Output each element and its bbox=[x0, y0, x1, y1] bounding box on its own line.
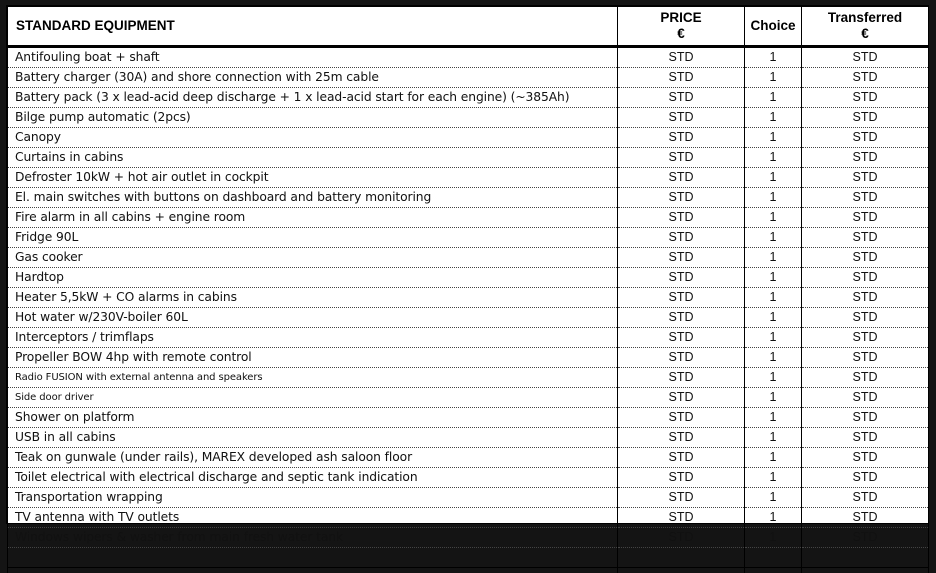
equipment-item: El. main switches with buttons on dashboard and battery monitoring bbox=[8, 188, 618, 208]
choice-cell: 1 bbox=[745, 188, 802, 208]
equipment-item: Canopy bbox=[8, 128, 618, 148]
table-row bbox=[8, 368, 929, 388]
equipment-item: Teak on gunwale (under rails), MAREX developed ash saloon floor bbox=[8, 448, 618, 468]
choice-cell: 1 bbox=[745, 468, 802, 488]
table-row bbox=[8, 47, 929, 68]
transferred-cell: STD bbox=[802, 268, 929, 288]
transferred-cell: STD bbox=[802, 428, 929, 448]
equipment-item: Battery charger (30A) and shore connection with 25m cable bbox=[8, 68, 618, 88]
transferred-cell: STD bbox=[802, 128, 929, 148]
price-cell: STD bbox=[618, 188, 745, 208]
table-row bbox=[8, 508, 929, 528]
transferred-cell: STD bbox=[802, 47, 929, 68]
price-cell: STD bbox=[618, 208, 745, 228]
equipment-item: Defroster 10kW + hot air outlet in cockpit bbox=[8, 168, 618, 188]
table-row bbox=[8, 528, 929, 548]
equipment-item: Gas cooker bbox=[8, 248, 618, 268]
choice-cell: 1 bbox=[745, 228, 802, 248]
table-row bbox=[8, 448, 929, 468]
empty-row bbox=[8, 548, 929, 568]
transferred-cell: STD bbox=[802, 408, 929, 428]
empty-cell bbox=[802, 568, 929, 573]
choice-cell: 1 bbox=[745, 108, 802, 128]
equipment-item: Battery pack (3 x lead-acid deep discharge + 1 x lead-acid start for each engine) (~385Ah) bbox=[8, 88, 618, 108]
price-cell: STD bbox=[618, 428, 745, 448]
price-cell: STD bbox=[618, 388, 745, 408]
table-row bbox=[8, 348, 929, 368]
header-transferred: Transferred € bbox=[802, 7, 929, 47]
choice-cell: 1 bbox=[745, 168, 802, 188]
equipment-item: Propeller BOW 4hp with remote control bbox=[8, 348, 618, 368]
empty-cell bbox=[802, 548, 929, 568]
choice-cell: 1 bbox=[745, 128, 802, 148]
price-cell: STD bbox=[618, 248, 745, 268]
equipment-item: Interceptors / trimflaps bbox=[8, 328, 618, 348]
table-row bbox=[8, 428, 929, 448]
empty-cell bbox=[8, 548, 618, 568]
price-cell: STD bbox=[618, 508, 745, 528]
transferred-cell: STD bbox=[802, 308, 929, 328]
transferred-cell: STD bbox=[802, 188, 929, 208]
price-cell: STD bbox=[618, 368, 745, 388]
table-row bbox=[8, 228, 929, 248]
equipment-item: Antifouling boat + shaft bbox=[8, 47, 618, 68]
choice-cell: 1 bbox=[745, 348, 802, 368]
equipment-item: Bilge pump automatic (2pcs) bbox=[8, 108, 618, 128]
table-row bbox=[8, 468, 929, 488]
price-cell: STD bbox=[618, 168, 745, 188]
price-cell: STD bbox=[618, 88, 745, 108]
table-row bbox=[8, 148, 929, 168]
price-cell: STD bbox=[618, 108, 745, 128]
transferred-cell: STD bbox=[802, 228, 929, 248]
choice-cell: 1 bbox=[745, 308, 802, 328]
equipment-item: Fire alarm in all cabins + engine room bbox=[8, 208, 618, 228]
table-header-row bbox=[8, 7, 929, 47]
price-cell: STD bbox=[618, 68, 745, 88]
transferred-cell: STD bbox=[802, 488, 929, 508]
equipment-sheet bbox=[6, 5, 929, 524]
empty-cell bbox=[8, 568, 618, 573]
equipment-item: Hardtop bbox=[8, 268, 618, 288]
empty-cell bbox=[618, 548, 745, 568]
table-row bbox=[8, 168, 929, 188]
price-cell: STD bbox=[618, 288, 745, 308]
table-row bbox=[8, 68, 929, 88]
transferred-cell: STD bbox=[802, 348, 929, 368]
choice-cell: 1 bbox=[745, 508, 802, 528]
price-cell: STD bbox=[618, 348, 745, 368]
empty-cell bbox=[745, 548, 802, 568]
price-cell: STD bbox=[618, 128, 745, 148]
header-choice: Choice bbox=[745, 7, 802, 47]
transferred-cell: STD bbox=[802, 88, 929, 108]
price-cell: STD bbox=[618, 148, 745, 168]
table-row bbox=[8, 108, 929, 128]
price-cell: STD bbox=[618, 47, 745, 68]
choice-cell: 1 bbox=[745, 68, 802, 88]
header-standard-equipment: STANDARD EQUIPMENT bbox=[8, 7, 618, 47]
table-row bbox=[8, 208, 929, 228]
header-price-unit: € bbox=[677, 26, 685, 41]
price-cell: STD bbox=[618, 328, 745, 348]
price-cell: STD bbox=[618, 448, 745, 468]
empty-cell bbox=[618, 568, 745, 573]
header-transferred-unit: € bbox=[861, 26, 869, 41]
choice-cell: 1 bbox=[745, 47, 802, 68]
choice-cell: 1 bbox=[745, 248, 802, 268]
transferred-cell: STD bbox=[802, 168, 929, 188]
choice-cell: 1 bbox=[745, 328, 802, 348]
equipment-item: Side door driver bbox=[8, 388, 618, 408]
table-row bbox=[8, 268, 929, 288]
transferred-cell: STD bbox=[802, 468, 929, 488]
table-row bbox=[8, 488, 929, 508]
choice-cell: 1 bbox=[745, 148, 802, 168]
transferred-cell: STD bbox=[802, 508, 929, 528]
table-row bbox=[8, 88, 929, 108]
table-row bbox=[8, 288, 929, 308]
transferred-cell: STD bbox=[802, 288, 929, 308]
price-cell: STD bbox=[618, 408, 745, 428]
choice-cell: 1 bbox=[745, 208, 802, 228]
transferred-cell: STD bbox=[802, 68, 929, 88]
equipment-item: Transportation wrapping bbox=[8, 488, 618, 508]
price-cell: STD bbox=[618, 488, 745, 508]
equipment-item: Fridge 90L bbox=[8, 228, 618, 248]
choice-cell: 1 bbox=[745, 288, 802, 308]
empty-row bbox=[8, 568, 929, 573]
choice-cell: 1 bbox=[745, 88, 802, 108]
choice-cell: 1 bbox=[745, 268, 802, 288]
standard-equipment-table bbox=[7, 6, 929, 573]
transferred-cell: STD bbox=[802, 148, 929, 168]
table-row bbox=[8, 388, 929, 408]
price-cell: STD bbox=[618, 468, 745, 488]
equipment-item: Heater 5,5kW + CO alarms in cabins bbox=[8, 288, 618, 308]
table-row bbox=[8, 408, 929, 428]
choice-cell: 1 bbox=[745, 448, 802, 468]
price-cell: STD bbox=[618, 528, 745, 548]
equipment-item: Shower on platform bbox=[8, 408, 618, 428]
transferred-cell: STD bbox=[802, 388, 929, 408]
equipment-item: Hot water w/230V-boiler 60L bbox=[8, 308, 618, 328]
transferred-cell: STD bbox=[802, 328, 929, 348]
transferred-cell: STD bbox=[802, 208, 929, 228]
equipment-item: USB in all cabins bbox=[8, 428, 618, 448]
equipment-item: Radio FUSION with external antenna and speakers bbox=[8, 368, 618, 388]
transferred-cell: STD bbox=[802, 368, 929, 388]
table-row bbox=[8, 248, 929, 268]
equipment-item: TV antenna with TV outlets bbox=[8, 508, 618, 528]
transferred-cell: STD bbox=[802, 248, 929, 268]
choice-cell: 1 bbox=[745, 388, 802, 408]
equipment-item: Toilet electrical with electrical discharge and septic tank indication bbox=[8, 468, 618, 488]
table-body bbox=[8, 47, 929, 573]
table-row bbox=[8, 128, 929, 148]
choice-cell: 1 bbox=[745, 408, 802, 428]
price-cell: STD bbox=[618, 268, 745, 288]
price-cell: STD bbox=[618, 228, 745, 248]
price-cell: STD bbox=[618, 308, 745, 328]
choice-cell: 1 bbox=[745, 488, 802, 508]
choice-cell: 1 bbox=[745, 368, 802, 388]
transferred-cell: STD bbox=[802, 108, 929, 128]
table-row bbox=[8, 188, 929, 208]
equipment-item: Curtains in cabins bbox=[8, 148, 618, 168]
transferred-cell: STD bbox=[802, 448, 929, 468]
equipment-item: Windows wipers & washer from main fresh water tank bbox=[8, 528, 618, 548]
table-row bbox=[8, 328, 929, 348]
choice-cell: 1 bbox=[745, 528, 802, 548]
transferred-cell: STD bbox=[802, 528, 929, 548]
choice-cell: 1 bbox=[745, 428, 802, 448]
empty-cell bbox=[745, 568, 802, 573]
table-row bbox=[8, 308, 929, 328]
header-price: PRICE € bbox=[618, 7, 745, 47]
